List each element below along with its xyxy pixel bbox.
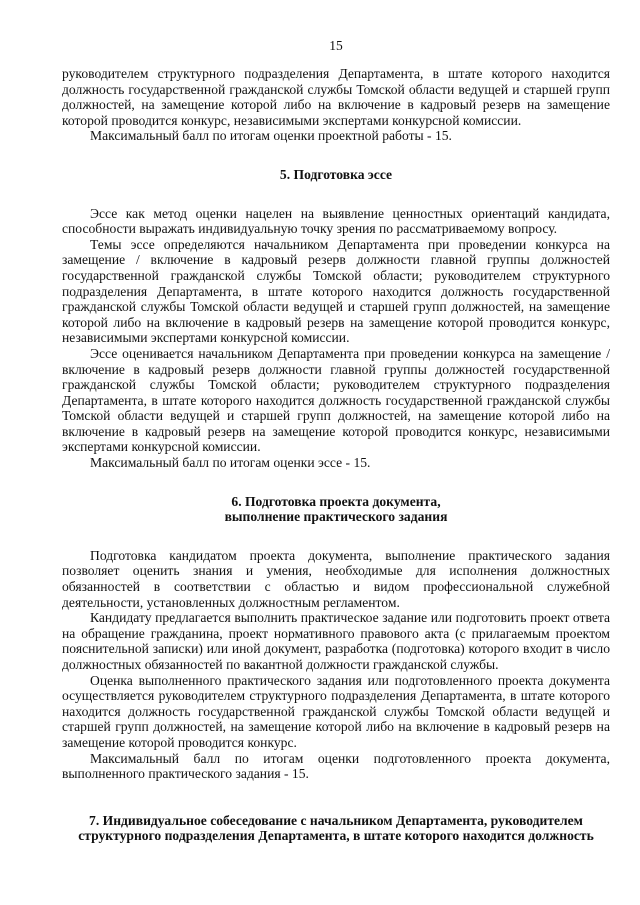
section6-paragraph-2: Кандидату предлагается выполнить практическое задание или подготовить проект ответа на обращение гражданина, проект нормативного правового акта (с прилагаемым проектом пояснительной записки) или иной документ, разработка (подготовка) которого входит в число должностных обязанностей по вакантной должности гражданской службы. [62, 610, 610, 672]
section5-max-score: Максимальный балл по итогам оценки эссе - 15. [90, 455, 371, 471]
section6-title [62, 494, 610, 525]
section7-title-line1: 7. Индивидуальное собеседование с начальником Департамента, руководителем [89, 812, 583, 828]
intro-max-score: Максимальный балл по итогам оценки проектной работы - 15. [90, 128, 452, 144]
section7-title [62, 813, 610, 844]
section5-title: 5. Подготовка эссе [279, 166, 393, 182]
page-number: 15 [329, 38, 343, 53]
section5-paragraph-2: Темы эссе определяются начальником Департамента при проведении конкурса на замещение / включение в кадровый резерв должности главной группы должностей государственной гражданской службы Томской области; руководителем структурного подразделения Департамента, в штате которого находится должность государственной гражданской службы Томской области ведущей и старшей групп должностей, на замещение которой либо на включение в кадровый резерв на замещение которой проводится конкурс, независимыми экспертами конкурсной комиссии. [62, 236, 610, 346]
section6-title-line1: 6. Подготовка проекта документа, [231, 493, 441, 509]
section5-paragraph-3: Эссе оценивается начальником Департамента при проведении конкурса на замещение / включение в кадровый резерв должности главной группы должностей государственной гражданской службы Томской области; руководителем структурного подразделения Департамента, в штате которого находится должность государственной гражданской службы Томской области ведущей и старшей групп должностей, на замещение которой либо на включение в кадровый резерв на замещение которой проводится конкурс, независимыми экспертами конкурсной комиссии. [62, 345, 610, 455]
section6-max-score: Максимальный балл по итогам оценки подготовленного проекта документа, выполненного практического задания - 15. [62, 750, 610, 782]
section7-title-line2: структурного подразделения Департамента, в штате которого находится должность [78, 828, 594, 844]
section6-paragraph-1: Подготовка кандидатом проекта документа, выполнение практического задания позволяет оценить знания и умения, необходимые для исполнения должностных обязанностей в соответствии с областью и видом профессиональной служебной деятельности, установленных должностным регламентом. [62, 547, 610, 610]
section6-title-line2: выполнение практического задания [224, 509, 448, 525]
section6-paragraph-3: Оценка выполненного практического задания или подготовленного проекта документа осуществляется руководителем структурного подразделения Департамента, в штате которого находится должность государственной гражданской службы Томской области ведущей и старшей групп должностей, на замещение которой либо на включение в кадровый резерв на замещение которой проводится конкурс. [62, 672, 610, 750]
section5-paragraph-1: Эссе как метод оценки нацелен на выявление ценностных ориентаций кандидата, способности выражать индивидуальную точку зрения по рассматриваемому вопросу. [62, 205, 610, 237]
document-body [62, 66, 610, 844]
intro-paragraph-continuation: руководителем структурного подразделения Департамента, в штате которого находится должность государственной гражданской службы Томской области ведущей и старшей групп должностей, на замещение которой либо на включение в кадровый резерв на замещение которой проводится конкурс, независимыми экспертами конкурсной комиссии. [62, 66, 610, 128]
